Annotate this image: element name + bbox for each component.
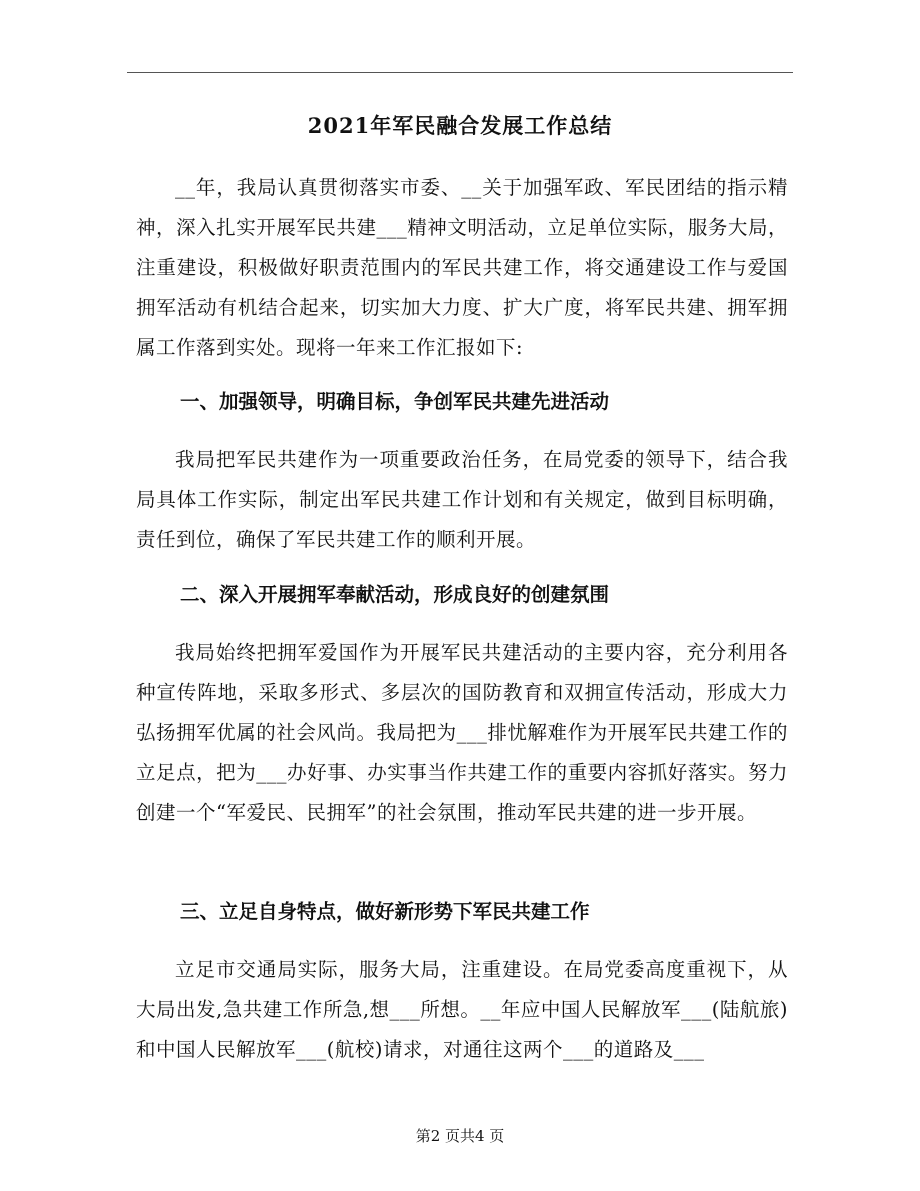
- section-heading-2: 二、深入开展拥军奉献活动，形成良好的创建氛围: [180, 583, 610, 606]
- header-rule: [127, 72, 793, 73]
- paragraph-intro: __年，我局认真贯彻落实市委、__关于加强军政、军民团结的指示精神，深入扎实开展军民共建___精神文明活动，立足单位实际，服务大局，注重建设，积极做好职责范围内的军民共建工作，将交通建设工作与爱国拥军活动有机结合起来，切实加大力度、扩大广度，将军民共建、拥军拥属工作落到实处。现将一年来工作汇报如下:: [136, 176, 788, 359]
- paragraph-section-3: 立足市交通局实际，服务大局，注重建设。在局党委高度重视下，从大局出发,急共建工作所急,想___所想。__年应中国人民解放军___(陆航旅)和中国人民解放军___(航校)请求，对通往这两个___的道路及___: [136, 958, 788, 1061]
- paragraph-section-1: 我局把军民共建作为一项重要政治任务，在局党委的领导下，结合我局具体工作实际，制定出军民共建工作计划和有关规定，做到目标明确，责任到位，确保了军民共建工作的顺利开展。: [136, 448, 788, 551]
- section-heading-1: 一、加强领导，明确目标，争创军民共建先进活动: [180, 390, 610, 413]
- document-title: 2021年军民融合发展工作总结: [307, 113, 613, 138]
- page-number: 第2 页共4 页: [415, 1127, 505, 1145]
- section-heading-3: 三、立足自身特点，做好新形势下军民共建工作: [180, 900, 590, 923]
- paragraph-section-2: 我局始终把拥军爱国作为开展军民共建活动的主要内容，充分利用各种宣传阵地，采取多形式、多层次的国防教育和双拥宣传活动，形成大力弘扬拥军优属的社会风尚。我局把为___排忧解难作为开展军民共建工作的立足点，把为___办好事、办实事当作共建工作的重要内容抓好落实。努力创建一个“军爱民、民拥军”的社会氛围，推动军民共建的进一步开展。: [136, 641, 788, 824]
